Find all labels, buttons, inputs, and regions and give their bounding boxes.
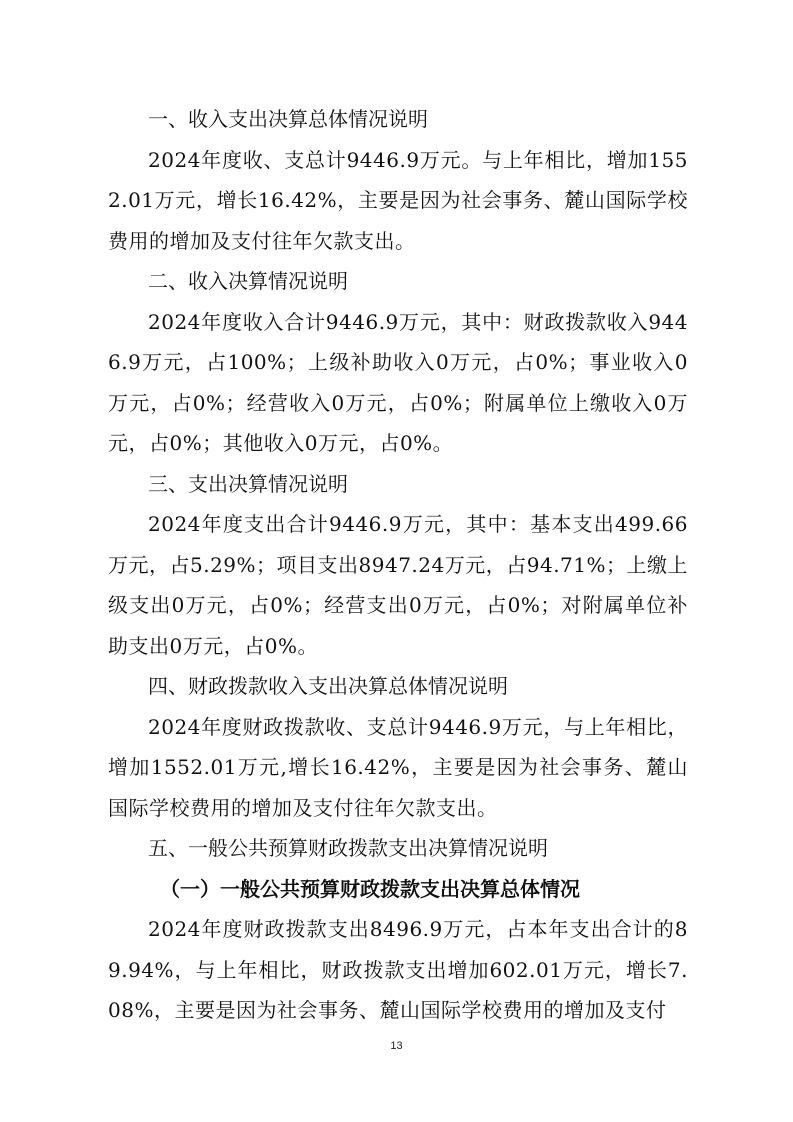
section-1-paragraph: 2024年度收、支总计9446.9万元。与上年相比，增加1552.01万元，增长16.42%，主要是因为社会事务、麓山国际学校费用的增加及支付往年欠款支出。 [108, 147, 688, 253]
section-4-heading: 四、财政拨款收入支出决算总体情况说明 [148, 674, 508, 698]
section-3-paragraph: 2024年度支出合计9446.9万元，其中：基本支出499.66万元，占5.29%；项目支出8947.24万元，占94.71%；上缴上级支出0万元，占0%；经营支出0万元，占0%；对附属单位补助支出0万元，占0%。 [108, 512, 688, 658]
page-content [108, 99, 688, 1031]
subsection-heading: （一）一般公共预算财政拨款支出决算总体情况 [160, 876, 580, 901]
section-3-heading: 三、支出决算情况说明 [148, 471, 348, 496]
section-1-heading: 一、收入支出决算总体情况说明 [148, 107, 428, 131]
section-2-heading: 二、收入决算情况说明 [148, 269, 348, 293]
section-2-paragraph: 2024年度收入合计9446.9万元，其中：财政拨款收入9446.9万元，占100%；上级补助收入0万元，占0%；事业收入0万元，占0%；经营收入0万元，占0%；附属单位上缴收入0万元，占0%；其他收入0万元，占0%。 [108, 309, 688, 455]
section-5-heading: 五、一般公共预算财政拨款支出决算情况说明 [148, 836, 548, 860]
section-4-paragraph: 2024年度财政拨款收、支总计9446.9万元，与上年相比，增加1552.01万元,增长16.42%，主要是因为社会事务、麓山国际学校费用的增加及支付往年欠款支出。 [108, 714, 688, 820]
page-number: 13 [390, 1040, 403, 1052]
subsection-paragraph: 2024年度财政拨款支出8496.9万元，占本年支出合计的89.94%，与上年相比，财政拨款支出增加602.01万元，增长7.08%，主要是因为社会事务、麓山国际学校费用的增加及支付 [108, 917, 688, 1022]
